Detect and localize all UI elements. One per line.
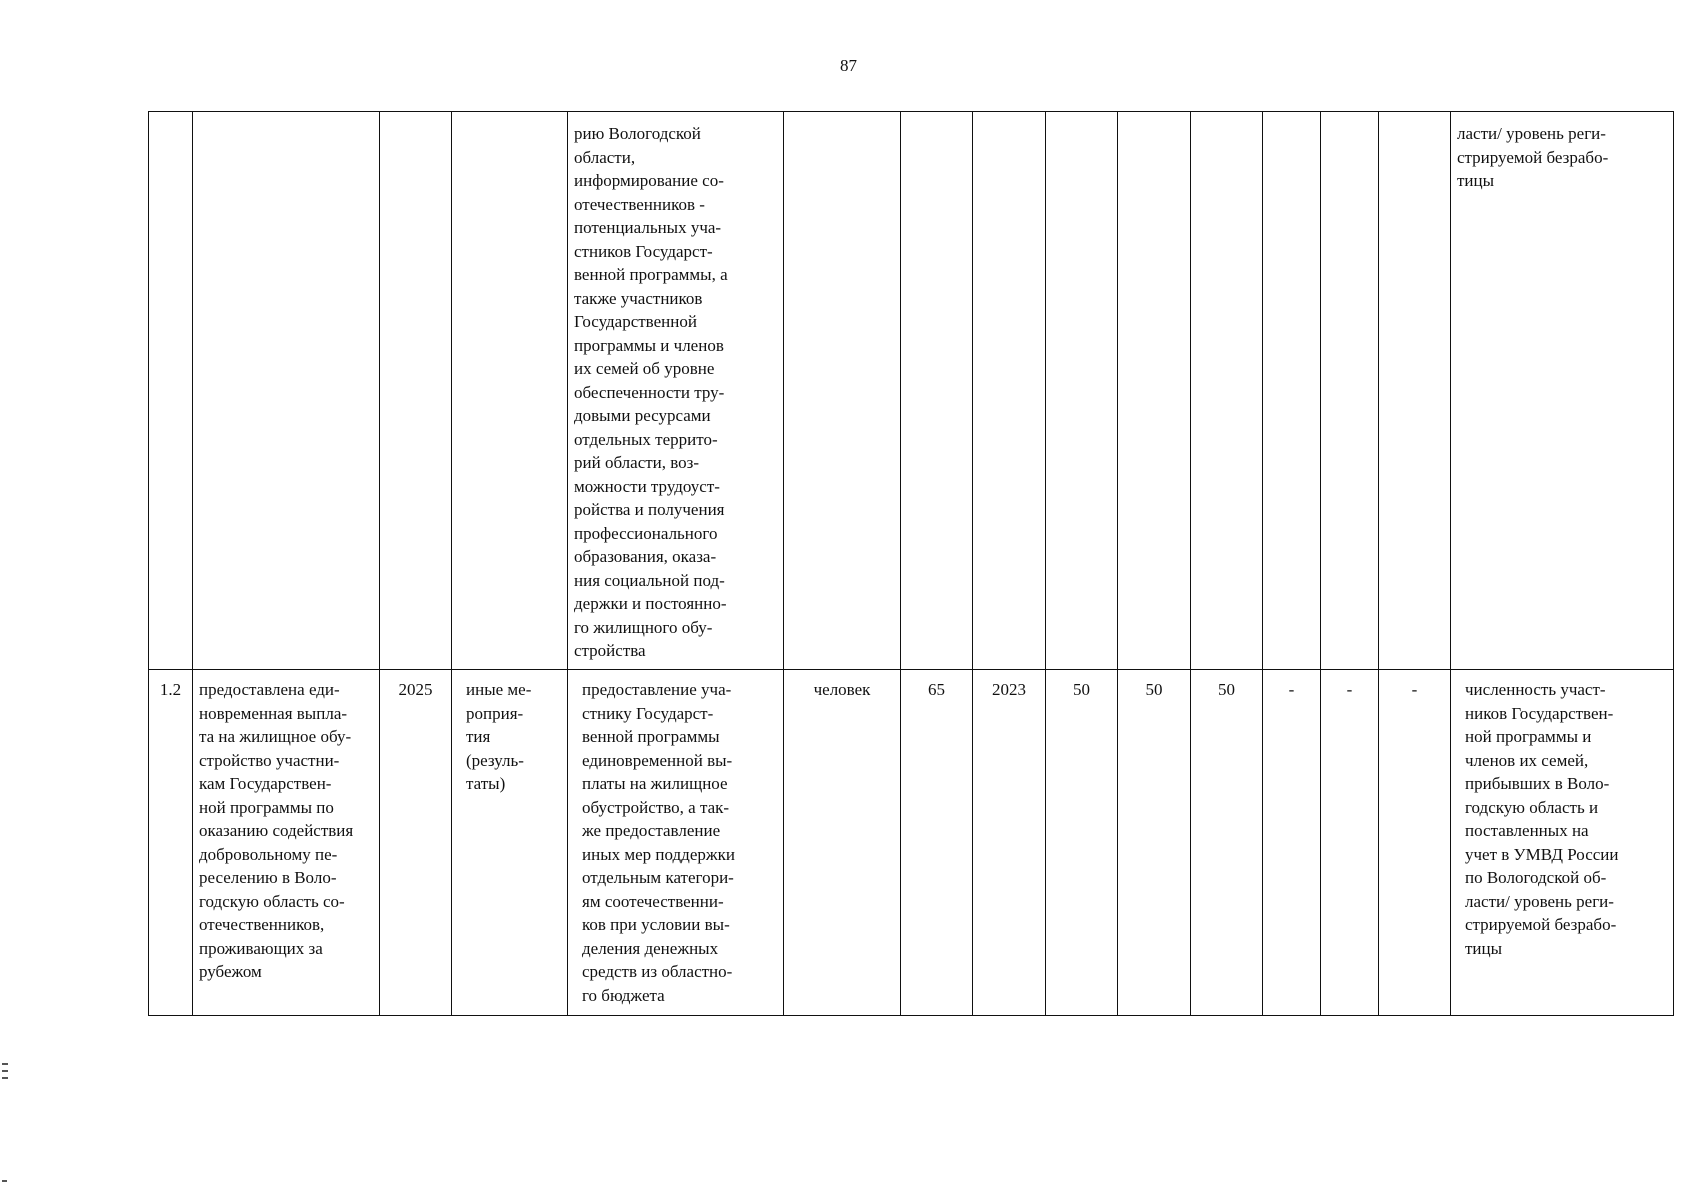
cell-indicator: ласти/ уровень реги- стрируемой безрабо- тицы: [1451, 112, 1674, 670]
scan-margin-mark: [2, 1180, 7, 1182]
page-number: 87: [840, 56, 857, 75]
cell-year: 2025: [380, 670, 452, 1016]
cell-value-5: -: [1321, 670, 1379, 1016]
cell-value-2: [1118, 112, 1191, 670]
cell-result: [193, 112, 380, 670]
cell-index: [149, 112, 193, 670]
cell-value-3: [1191, 112, 1263, 670]
scan-margin-mark: [2, 1077, 8, 1079]
cell-value-1: [1046, 112, 1118, 670]
cell-value-6: -: [1379, 670, 1451, 1016]
scan-margin-mark: [2, 1070, 8, 1072]
cell-unit: человек: [784, 670, 901, 1016]
cell-description: предоставление уча- стнику Государст- венной программы единовременной вы- платы на жилищное обустройство, а так- же предоставление иных мер поддержки отдельным категори- ям соотечественни- ков при условии вы- деления денежных средств из областно- го бюджета: [568, 670, 784, 1016]
cell-value-3: 50: [1191, 670, 1263, 1016]
cell-result: предоставлена еди- новременная выпла- та на жилищное обу- стройство участни- кам Государствен- ной программы по оказанию содействия добровольному пе- реселению в Воло- годскую область со- отечественников, проживающих за рубежом: [193, 670, 380, 1016]
cell-base-value: 65: [901, 670, 973, 1016]
cell-value-5: [1321, 112, 1379, 670]
measures-table: [148, 111, 1674, 1016]
cell-type: [452, 112, 568, 670]
cell-base-year: [973, 112, 1046, 670]
cell-base-year: 2023: [973, 670, 1046, 1016]
table-row: [149, 112, 1674, 670]
cell-value-1: 50: [1046, 670, 1118, 1016]
cell-value-4: [1263, 112, 1321, 670]
cell-value-4: -: [1263, 670, 1321, 1016]
table-row: [149, 670, 1674, 1016]
cell-unit: [784, 112, 901, 670]
cell-value-6: [1379, 112, 1451, 670]
cell-description: рию Вологодской области, информирование со- отечественников - потенциальных уча- стников Государст- венной программы, а также участников Государственной программы и членов их семей об уровне обеспеченности тру- довыми ресурсами отдельных террито- рий области, воз- можности трудоуст- ройства и получения профессионального образования, оказа- ния социальной под- держки и постоянно- го жилищного обу- стройства: [568, 112, 784, 670]
cell-base-value: [901, 112, 973, 670]
scan-margin-mark: [2, 1063, 8, 1065]
cell-indicator: численность участ- ников Государствен- ной программы и членов их семей, прибывших в Воло- годскую область и поставленных на учет в УМВД России по Вологодской об- ласти/ уровень реги- стрируемой безрабо- тицы: [1451, 670, 1674, 1016]
cell-index: 1.2: [149, 670, 193, 1016]
cell-type: иные ме- роприя- тия (резуль- таты): [452, 670, 568, 1016]
cell-year: [380, 112, 452, 670]
cell-value-2: 50: [1118, 670, 1191, 1016]
